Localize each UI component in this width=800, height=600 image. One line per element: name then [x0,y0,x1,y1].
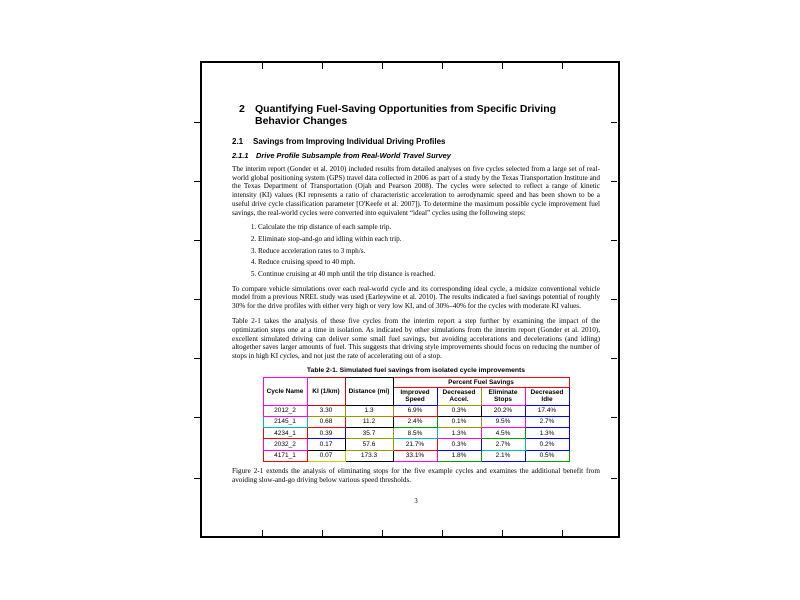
value-cell: 2.4% [393,416,437,427]
chapter-heading [239,103,600,128]
page-frame [200,61,620,538]
value-cell: 57.6 [345,439,393,450]
value-cell: 0.5% [525,450,569,461]
page-number: 3 [414,496,418,505]
value-cell: 0.39 [307,428,345,439]
sub-column-header: Decreased Accel. [437,388,481,406]
value-cell: 1.8% [437,450,481,461]
value-cell: 1.3% [437,428,481,439]
ruler-tick [194,240,200,241]
value-cell: 35.7 [345,428,393,439]
group-header: Percent Fuel Savings [393,377,569,387]
table-row [263,405,569,416]
value-cell: 17.4% [525,405,569,416]
step-item: 5. Continue cruising at 40 mph until the trip distance is reached. [258,270,600,279]
ruler-tick [194,358,200,359]
ruler-tick [194,122,200,123]
ruler-tick [322,63,323,69]
paragraph-table-discussion: Table 2-1 takes the analysis of these five cycles from the interim report a step further by examining the impact of the optimization steps one at a time in isolation. As indicated by other simulations from the interim report (Gonder et al. 2010), excellent simulated driving can deliver some small fuel savings, but avoiding accelerations and decelerations (and idling) altogether saves larger amounts of fuel. This suggests that driving style improvements should focus on reducing the number of stops in high KI cycles, and not just the rate of accelerating out of a stop. [232,316,600,361]
column-header: Distance (mi) [345,377,393,405]
value-cell: 0.17 [307,439,345,450]
ruler-tick [322,530,323,536]
cycle-name-cell: 4171_1 [263,450,307,461]
sub-column-header: Eliminate Stops [481,388,525,406]
step-item: 4. Reduce cruising speed to 40 mph. [258,258,600,267]
ruler-tick [611,478,617,479]
ruler-tick [194,478,200,479]
value-cell: 2.7% [525,416,569,427]
table-row [263,416,569,427]
chapter-number: 2 [239,103,245,115]
value-cell: 173.3 [345,450,393,461]
value-cell: 0.3% [437,439,481,450]
ruler-tick [262,530,263,536]
value-cell: 2.7% [481,439,525,450]
value-cell: 0.3% [437,405,481,416]
value-cell: 20.2% [481,405,525,416]
paragraph-figure-reference: Figure 2-1 extends the analysis of eliminating stops for the five example cycles and examines the additional benefit from avoiding slow-and-go driving below various speed thresholds. [232,467,600,484]
cycle-name-cell: 4234_1 [263,428,307,439]
chapter-title: Quantifying Fuel-Saving Opportunities from Specific Driving Behavior Changes [255,103,557,128]
subsection-heading [232,151,600,160]
value-cell: 8.5% [393,428,437,439]
value-cell: 6.9% [393,405,437,416]
ruler-tick [442,530,443,536]
cycle-name-cell: 2145_1 [263,416,307,427]
paragraph-intro: The interim report (Gonder et al. 2010) included results from detailed analyses on five cycles selected from a large set of real-world global positioning system (GPS) travel data collected in 2006 as part of a study by the Texas Transportation Institute and the Texas Department of Transportation (Ojah and Pearson 2008). The cycles were selected to reflect a range of kinetic intensity (KI) values (KI represents a ratio of characteristic acceleration to aerodynamic speed and has been shown to be a useful drive cycle classification parameter [O'Keefe et al. 2007]). To determine the maximum possible cycle improvement fuel savings, the real-world cycles were converted into equivalent “ideal” cycles using the following steps: [232,164,600,217]
value-cell: 4.5% [481,428,525,439]
ruler-tick [382,63,383,69]
value-cell: 33.1% [393,450,437,461]
sub-column-header: Decreased Idle [525,388,569,406]
value-cell: 0.07 [307,450,345,461]
cycle-name-cell: 2012_2 [263,405,307,416]
ruler-tick [194,417,200,418]
ruler-tick [611,299,617,300]
ruler-tick [562,63,563,69]
table-row [263,439,569,450]
table-row [263,450,569,461]
subsection-number: 2.1.1 [232,150,249,160]
ruler-tick [562,530,563,536]
value-cell: 0.2% [525,439,569,450]
ruler-tick [442,63,443,69]
value-cell: 0.1% [437,416,481,427]
table-caption: Table 2-1. Simulated fuel savings from isolated cycle improvements [306,366,526,374]
step-item: 3. Reduce acceleration rates to 3 mph/s. [258,247,600,256]
value-cell: 0.68 [307,416,345,427]
value-cell: 3.30 [307,405,345,416]
column-header: Cycle Name [263,377,307,405]
ruler-tick [194,299,200,300]
ruler-tick [502,63,503,69]
page-content [232,103,600,505]
value-cell: 9.5% [481,416,525,427]
ruler-tick [611,240,617,241]
ruler-tick [611,181,617,182]
ruler-tick [502,530,503,536]
section-heading [232,137,600,146]
ruler-tick [262,63,263,69]
steps-list [232,223,600,278]
ruler-tick [382,530,383,536]
value-cell: 11.2 [345,416,393,427]
subsection-title: Drive Profile Subsample from Real-World Travel Survey [256,150,451,160]
section-title: Savings from Improving Individual Driving Profiles [253,136,446,146]
column-header: KI (1/km) [307,377,345,405]
section-number: 2.1 [232,136,244,146]
savings-table [263,377,570,462]
ruler-tick [611,417,617,418]
cycle-name-cell: 2032_2 [263,439,307,450]
paragraph-comparison: To compare vehicle simulations over each real-world cycle and its corresponding ideal cycle, a midsize conventional vehicle model from a previous NREL study was used (Earleywine et al. 2010). The results indicated a fuel savings potential of roughly 30% for the drive profiles with either very high or very low KI, and of 30%–40% for the cycles with moderate KI values. [232,284,600,311]
value-cell: 1.3 [345,405,393,416]
sub-column-header: Improved Speed [393,388,437,406]
value-cell: 2.1% [481,450,525,461]
ruler-tick [194,181,200,182]
table-row [263,428,569,439]
step-item: 2. Eliminate stop-and-go and idling within each trip. [258,235,600,244]
ruler-tick [611,358,617,359]
ruler-tick [611,122,617,123]
value-cell: 21.7% [393,439,437,450]
value-cell: 1.3% [525,428,569,439]
step-item: 1. Calculate the trip distance of each sample trip. [258,223,600,232]
